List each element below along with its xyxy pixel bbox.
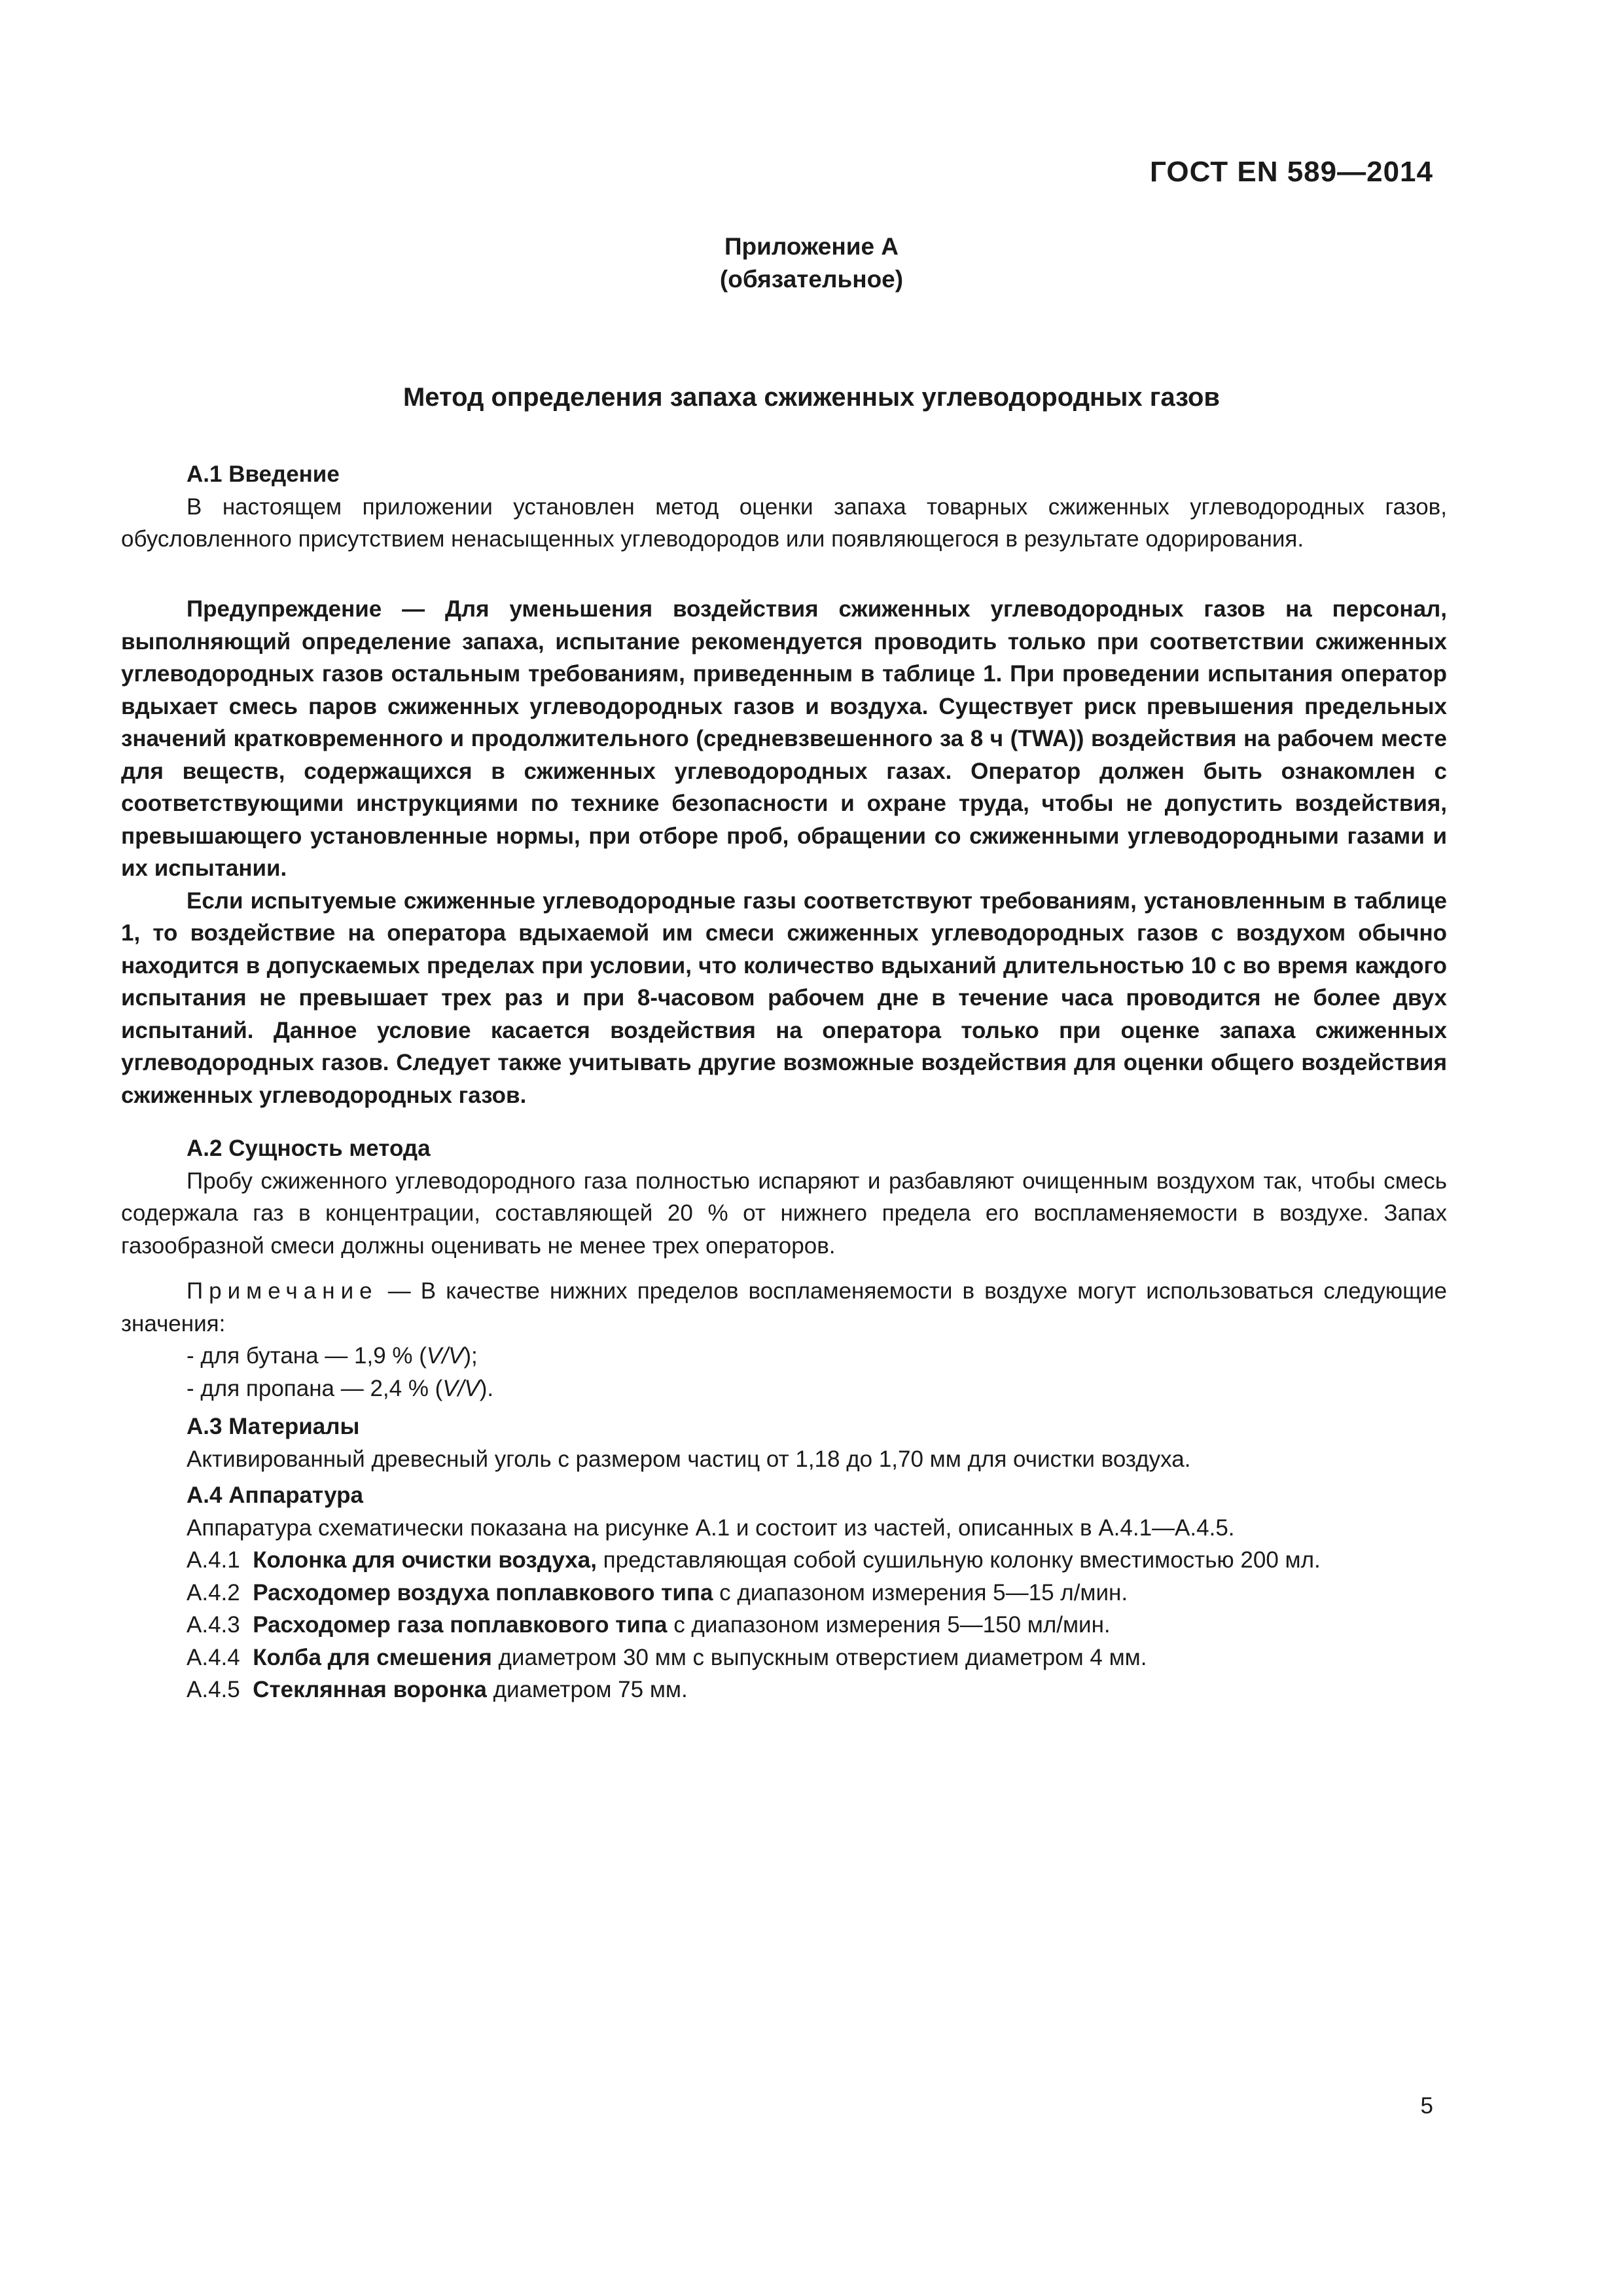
section-a1 bbox=[121, 458, 1447, 556]
note-paragraph bbox=[121, 1275, 1447, 1340]
note-block bbox=[121, 1275, 1447, 1405]
warning-block bbox=[121, 593, 1447, 1111]
apparatus-item: А.4.2 Расходомер воздуха поплавкового типа с диапазоном измерения 5—15 л/мин. bbox=[187, 1579, 1128, 1605]
note-text: — В качестве нижних пределов воспламеняемости в воздухе могут использоваться следующие значения: bbox=[121, 1278, 1447, 1336]
page-number: 5 bbox=[1420, 2093, 1433, 2119]
appendix-heading bbox=[0, 230, 1623, 296]
apparatus-item: А.4.4 Колба для смешения диаметром 30 мм с выпускным отверстием диаметром 4 мм. bbox=[187, 1644, 1147, 1670]
section-a4-title: А.4 Аппаратура bbox=[187, 1482, 363, 1508]
appendix-label: Приложение А bbox=[724, 233, 899, 260]
apparatus-item: А.4.5 Стеклянная воронка диаметром 75 мм. bbox=[187, 1677, 688, 1702]
standard-code: ГОСТ EN 589—2014 bbox=[1149, 156, 1433, 188]
note-item-propane: - для пропана — 2,4 % (V/V). bbox=[187, 1375, 494, 1401]
section-a3 bbox=[121, 1410, 1447, 1475]
note-item-butane: - для бутана — 1,9 % (V/V); bbox=[187, 1343, 478, 1369]
section-a4-body: Аппаратура схематически показана на рисунке А.1 и состоит из частей, описанных в А.4.1—А.4.5. bbox=[187, 1515, 1235, 1541]
section-a2-body: Пробу сжиженного углеводородного газа полностью испаряют и разбавляют очищенным воздухом так, чтобы смесь содержала газ в концентрации, составляющей 20 % от нижнего предела его воспламеняемости в воздухе. Запах газообразной смеси должны оценивать не менее трех операторов. bbox=[121, 1168, 1447, 1259]
apparatus-item: А.4.3 Расходомер газа поплавкового типа с диапазоном измерения 5—150 мл/мин. bbox=[187, 1612, 1111, 1638]
warning-paragraph: Предупреждение — Для уменьшения воздействия сжиженных углеводородных газов на персонал, выполняющий определение запаха, испытание рекомендуется проводить только при соответствии сжиженных углеводородных газов остальным требованиям, приведенным в таблице 1. При проведении испытания оператор вдыхает смесь паров сжиженных углеводородных газов и воздуха. Существует риск превышения предельных значений кратковременного и продолжительного (средневзвешенного за 8 ч (TWA)) воздействия на рабочем месте для веществ, содержащихся в сжиженных углеводородных газах. Оператор должен быть ознакомлен с соответствующими инструкциями по технике безопасности и охране труда, чтобы не допустить воздействия, превышающего установленные нормы, при отборе проб, обращении со сжиженными углеводородными газами и их испытании. bbox=[121, 596, 1447, 881]
section-a4 bbox=[121, 1479, 1447, 1706]
apparatus-item: А.4.1 Колонка для очистки воздуха, представляющая собой сушильную колонку вместимостью 200 мл. bbox=[187, 1547, 1321, 1573]
section-a2 bbox=[121, 1132, 1447, 1262]
appendix-status: (обязательное) bbox=[719, 266, 904, 293]
note-label: Примечание bbox=[187, 1278, 378, 1304]
section-a2-title: А.2 Сущность метода bbox=[187, 1136, 431, 1161]
section-a1-title: А.1 Введение bbox=[187, 461, 340, 487]
section-a3-body: Активированный древесный уголь с размером частиц от 1,18 до 1,70 мм для очистки воздуха. bbox=[187, 1446, 1191, 1472]
section-a3-title: А.3 Материалы bbox=[187, 1414, 360, 1439]
section-a1-intro: В настоящем приложении установлен метод оценки запаха товарных сжиженных углеводородных газов, обусловленного присутствием ненасыщенных углеводородов или появляющегося в результате одорирования. bbox=[121, 493, 1447, 552]
appendix-title: Метод определения запаха сжиженных углеводородных газов bbox=[402, 383, 1221, 412]
condition-paragraph: Если испытуемые сжиженные углеводородные газы соответствуют требованиям, установленным в таблице 1, то воздействие на оператора вдыхаемой им смеси сжиженных углеводородных газов с воздухом обычно находится в допускаемых пределах при условии, что количество вдыханий длительностью 10 с во время каждого испытания не превышает трех раз и при 8-часовом рабочем дне в течение часа проводится не более двух испытаний. Данное условие касается воздействия на оператора только при оценке запаха сжиженных углеводородных газов. Следует также учитывать другие возможные воздействия для оценки общего воздействия сжиженных углеводородных газов. bbox=[121, 888, 1447, 1108]
